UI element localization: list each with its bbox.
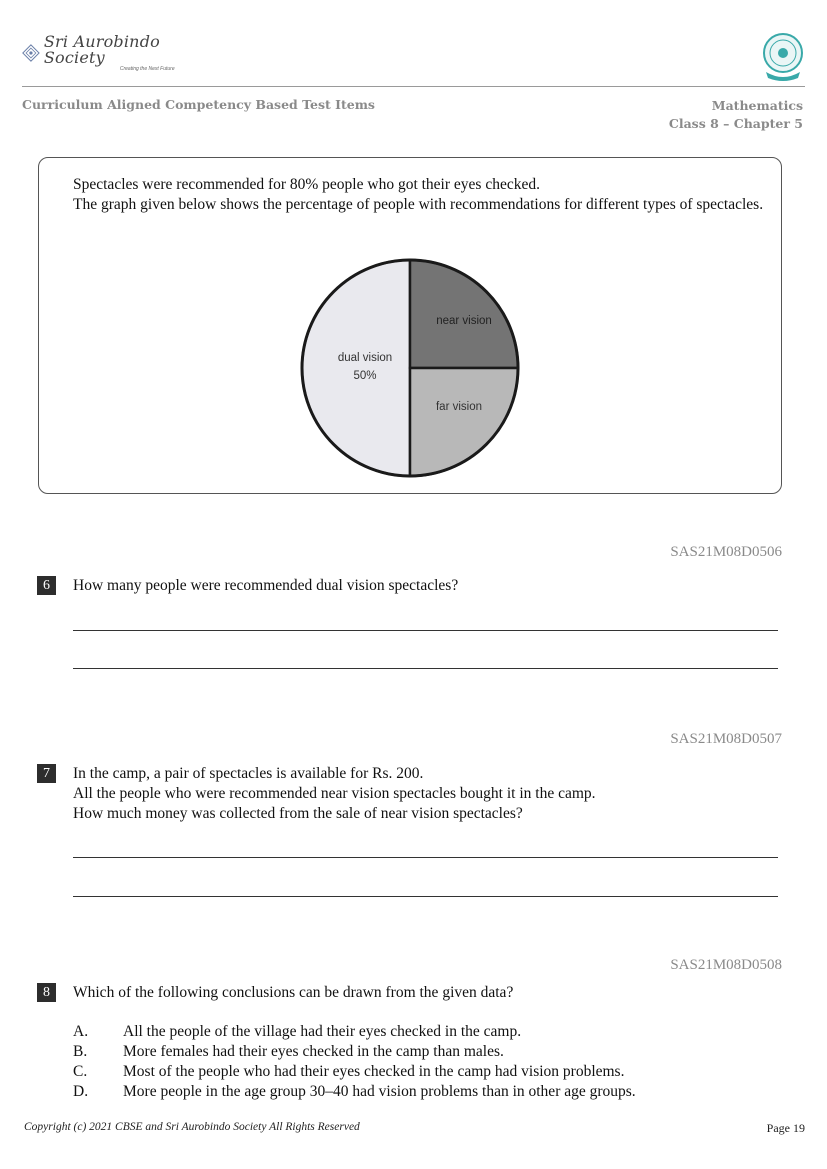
copyright-notice: Copyright (c) 2021 CBSE and Sri Aurobindo Society All Rights Reserved: [24, 1121, 360, 1133]
question-7-text: [73, 764, 793, 824]
option-c[interactable]: [73, 1062, 624, 1082]
question-6-code: SAS21M08D0506: [670, 544, 782, 560]
question-7-line-3: How much money was collected from the sale of near vision spectacles?: [73, 805, 523, 822]
question-8-line-1: Which of the following conclusions can be drawn from the given data?: [73, 984, 514, 1001]
question-6-number: 6: [37, 576, 56, 595]
pie-label-near-vision: near vision: [436, 315, 492, 327]
cbse-emblem-icon: [760, 32, 806, 82]
stimulus-text: [73, 175, 773, 215]
option-c-letter: C.: [73, 1063, 88, 1080]
option-d-text: More people in the age group 30–40 had vision problems than in other age groups.: [123, 1083, 636, 1100]
question-7-line-1: In the camp, a pair of spectacles is available for Rs. 200.: [73, 765, 424, 782]
option-b-text: More females had their eyes checked in the camp than males.: [123, 1043, 504, 1060]
question-8-code: SAS21M08D0508: [670, 957, 782, 973]
sas-emblem-icon: [22, 42, 40, 64]
option-a[interactable]: [73, 1022, 521, 1042]
pie-label-dual-vision: dual vision: [337, 352, 393, 364]
option-a-letter: A.: [73, 1023, 89, 1040]
answer-line-6-2[interactable]: [73, 668, 778, 669]
logo-name: Sri Aurobindo Society: [43, 32, 160, 67]
pie-label-far-vision: far vision: [435, 401, 483, 413]
pie-value-dual-vision: 50%: [353, 370, 377, 382]
question-7-line-2: All the people who were recommended near vision spectacles bought it in the camp.: [73, 785, 596, 802]
stimulus-line-2: The graph given below shows the percentage of people with recommendations for different types of spectacles.: [73, 196, 764, 213]
spectacles-pie-chart: [290, 250, 530, 486]
logo-tagline: Creating the Next Future: [119, 66, 175, 72]
option-b[interactable]: [73, 1042, 504, 1062]
answer-line-7-2[interactable]: [73, 896, 778, 897]
question-8-text: [73, 983, 793, 1003]
pie-slice-dual-vision: [302, 260, 410, 476]
option-d-letter: D.: [73, 1083, 89, 1100]
option-b-letter: B.: [73, 1043, 88, 1060]
class-chapter-label: Class 8 – Chapter 5: [668, 116, 803, 131]
question-7-code: SAS21M08D0507: [670, 731, 782, 747]
answer-line-7-1[interactable]: [73, 857, 778, 858]
stimulus-line-1: Spectacles were recommended for 80% people who got their eyes checked.: [73, 176, 540, 193]
page-number: Page 19: [766, 1121, 805, 1135]
answer-line-6-1[interactable]: [73, 630, 778, 631]
header-divider: [22, 86, 805, 87]
sas-logo: [22, 32, 192, 72]
subject-label: Mathematics: [711, 98, 803, 113]
subject-info: [669, 97, 803, 133]
document-title: Curriculum Aligned Competency Based Test Items: [22, 97, 375, 112]
question-6-text: [73, 576, 793, 596]
option-c-text: Most of the people who had their eyes checked in the camp had vision problems.: [123, 1063, 625, 1080]
question-7-number: 7: [37, 764, 56, 783]
option-d[interactable]: [73, 1082, 636, 1102]
option-a-text: All the people of the village had their eyes checked in the camp.: [123, 1023, 522, 1040]
question-8-number: 8: [37, 983, 56, 1002]
question-6-line-1: How many people were recommended dual vision spectacles?: [73, 577, 459, 594]
